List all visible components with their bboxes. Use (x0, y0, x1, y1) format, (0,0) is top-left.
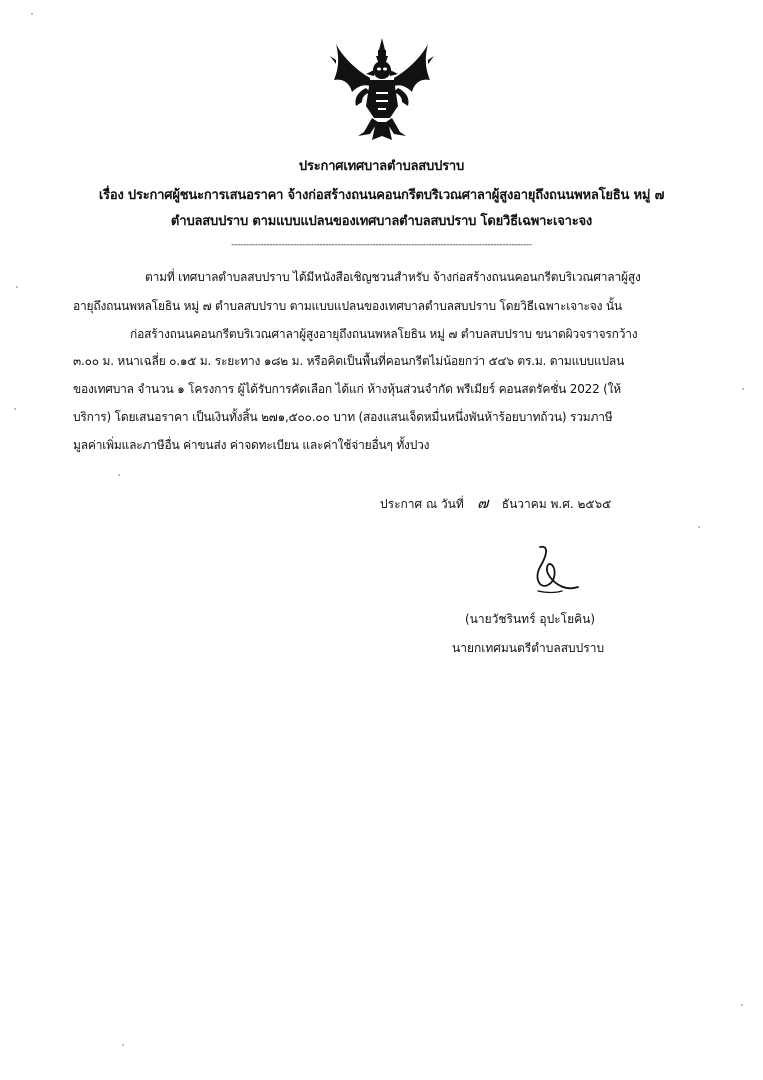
body-line-3: ก่อสร้างถนนคอนกรีตบริเวณศาลาผู้สูงอายุถึงถนนพหลโยธิน หมู่ ๗ ตำบลสบปราบ ขนาดผิวจราจรกว้าง (130, 327, 638, 341)
scan-speck (31, 13, 33, 15)
scan-speck (16, 286, 18, 288)
announcement-title: ประกาศเทศบาลตำบลสบปราบ (298, 159, 465, 174)
announce-prefix: ประกาศ ณ วันที่ (380, 497, 464, 511)
subject-line-2: ตำบลสบปราบ ตามแบบแปลนของเทศบาลตำบลสบปราบ โดยวิธีเฉพาะเจาะจง (170, 214, 593, 229)
announce-month-year: ธันวาคม พ.ศ. ๒๕๖๕ (501, 497, 612, 511)
announce-day: ๗ (477, 494, 489, 512)
handwritten-signature (526, 543, 586, 603)
signer-position: นายกเทศมนตรีตำบลสบปราบ (452, 641, 605, 655)
scan-speck (118, 474, 120, 476)
scan-speck (122, 1044, 124, 1046)
body-line-1: ตามที่ เทศบาลตำบลสบปราบ ได้มีหนังสือเชิญชวนสำหรับ จ้างก่อสร้างถนนคอนกรีตบริเวณศาลาผู้สูง (145, 270, 641, 284)
body-line-7: มูลค่าเพิ่มและภาษีอื่น ค่าขนส่ง ค่าจดทะเบียน และค่าใช้จ่ายอื่นๆ ทั้งปวง (73, 438, 430, 452)
scan-speck (698, 526, 700, 528)
garuda-emblem (330, 36, 434, 144)
body-line-6: บริการ) โดยเสนอราคา เป็นเงินทั้งสิ้น ๒๗๑,๕๐๐.๐๐ บาท (สองแสนเจ็ดหมื่นหนึ่งพันห้าร้อยบาทถ้วน) รวมภาษี (73, 410, 613, 424)
signer-name: (นายวัชรินทร์ อุปะโยคิน) (465, 612, 596, 626)
body-line-2: อายุถึงถนนพหลโยธิน หมู่ ๗ ตำบลสบปราบ ตามแบบแปลนของเทศบาลตำบลสบปราบ โดยวิธีเฉพาะเจาะจง นั้น (73, 299, 622, 313)
scan-speck (742, 388, 744, 390)
body-line-5: ของเทศบาล จำนวน ๑ โครงการ ผู้ได้รับการคัดเลือก ได้แก่ ห้างหุ้นส่วนจำกัด พรีเมียร์ คอนสตรัคชั่น 2022 (ให้ (73, 382, 621, 396)
body-line-4: ๓.๐๐ ม. หนาเฉลี่ย ๐.๑๕ ม. ระยะทาง ๑๘๒ ม. หรือคิดเป็นพื้นที่คอนกรีตไม่น้อยกว่า ๕๔๖ ตร.ม. ตามแบบแปลน (73, 354, 625, 368)
announcement-date (380, 494, 611, 513)
subject-line-1: เรื่อง ประกาศผู้ชนะการเสนอราคา จ้างก่อสร้างถนนคอนกรีตบริเวณศาลาผู้สูงอายุถึงถนนพหลโยธิน หมู่ ๗ (98, 188, 665, 203)
scan-speck (741, 1004, 743, 1006)
scan-speck (14, 408, 16, 410)
dashed-divider: ------------------------------------------------------------------------------------------------------ (231, 240, 532, 250)
